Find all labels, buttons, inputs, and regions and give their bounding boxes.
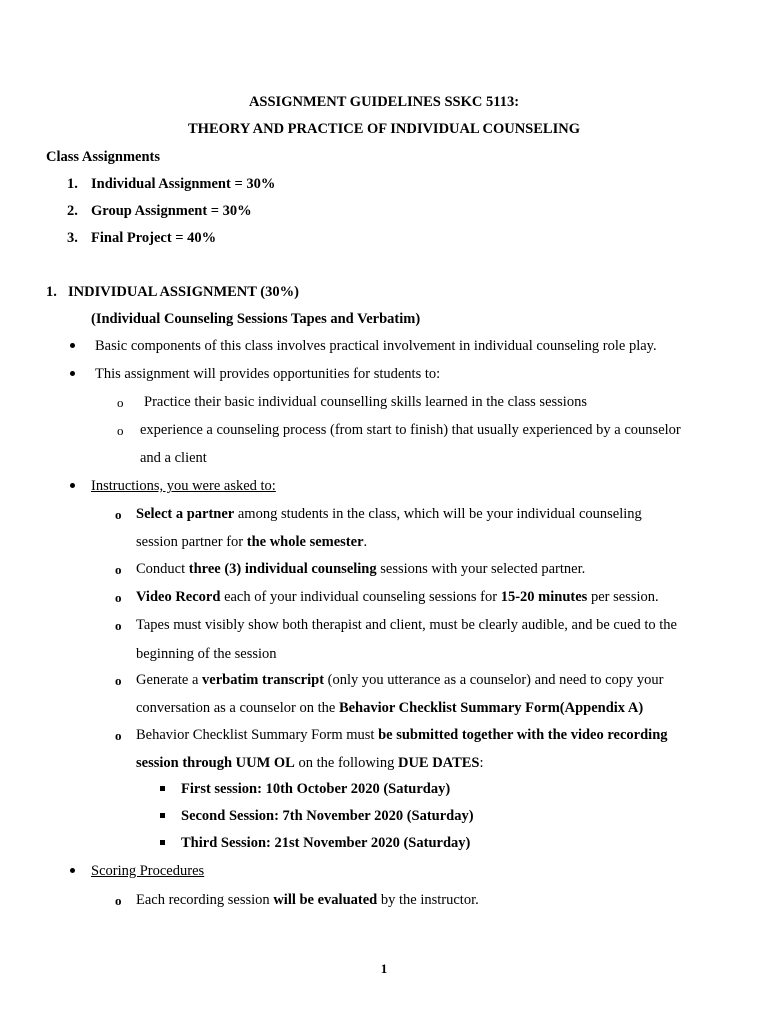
bullet-dot-icon bbox=[70, 868, 75, 873]
section-1-subheading: (Individual Counseling Sessions Tapes and Verbatim) bbox=[91, 311, 421, 327]
instruction-tapes-cont: beginning of the session bbox=[136, 646, 277, 662]
section-1-num: 1. bbox=[46, 284, 57, 300]
instruction-video-record: Video Record each of your individual counseling sessions for 15-20 minutes per session. bbox=[136, 589, 659, 605]
bullet-circle-icon: o bbox=[115, 618, 122, 633]
bullet-dot-icon bbox=[70, 371, 75, 376]
due-date-2: Second Session: 7th November 2020 (Saturday) bbox=[181, 808, 474, 824]
scoring-procedures-label: Scoring Procedures bbox=[91, 863, 205, 879]
assignment-item-1-num: 1. bbox=[67, 176, 78, 192]
bullet-circle-icon: o bbox=[115, 893, 122, 908]
scoring-evaluated: Each recording session will be evaluated by the instructor. bbox=[136, 892, 479, 908]
title-line-2: THEORY AND PRACTICE OF INDIVIDUAL COUNSELING bbox=[188, 121, 580, 137]
instruction-verbatim-cont: conversation as a counselor on the Behavior Checklist Summary Form(Appendix A) bbox=[136, 700, 644, 716]
opportunity-practice: Practice their basic individual counselling skills learned in the class sessions bbox=[144, 394, 587, 410]
instruction-select-partner: Select a partner among students in the class, which will be your individual counseling bbox=[136, 506, 642, 522]
assignment-item-2: Group Assignment = 30% bbox=[91, 203, 252, 219]
bullet-circle-icon: o bbox=[117, 423, 124, 438]
due-date-1: First session: 10th October 2020 (Saturday) bbox=[181, 781, 451, 797]
instructions-label: Instructions, you were asked to: bbox=[91, 478, 276, 494]
assignment-item-3: Final Project = 40% bbox=[91, 230, 217, 246]
instruction-select-partner-cont: session partner for the whole semester. bbox=[136, 534, 368, 550]
bullet-dot-icon bbox=[70, 343, 75, 348]
bullet-circle-icon: o bbox=[117, 395, 124, 410]
due-date-3: Third Session: 21st November 2020 (Saturday) bbox=[181, 835, 471, 851]
bullet-square-icon bbox=[160, 840, 165, 845]
bullet-circle-icon: o bbox=[115, 507, 122, 522]
opportunity-experience-cont: and a client bbox=[140, 450, 207, 466]
assignment-item-3-num: 3. bbox=[67, 230, 78, 246]
instruction-submission-cont: session through UUM OL on the following DUE DATES: bbox=[136, 755, 484, 771]
assignment-item-2-num: 2. bbox=[67, 203, 78, 219]
page-number: 1 bbox=[380, 961, 388, 976]
bullet-circle-icon: o bbox=[115, 673, 122, 688]
title-line-1: ASSIGNMENT GUIDELINES SSKC 5113: bbox=[248, 94, 520, 110]
bullet-circle-icon: o bbox=[115, 728, 122, 743]
instruction-submission: Behavior Checklist Summary Form must be submitted together with the video recording bbox=[136, 727, 668, 743]
instruction-conduct: Conduct three (3) individual counseling sessions with your selected partner. bbox=[136, 561, 586, 577]
opportunity-experience: experience a counseling process (from start to finish) that usually experienced by a counselor bbox=[140, 422, 681, 438]
bullet-dot-icon bbox=[70, 483, 75, 488]
bullet-opportunities: This assignment will provides opportunities for students to: bbox=[95, 366, 441, 382]
bullet-circle-icon: o bbox=[115, 590, 122, 605]
class-assignments-heading: Class Assignments bbox=[46, 149, 161, 165]
bullet-circle-icon: o bbox=[115, 562, 122, 577]
assignment-item-1: Individual Assignment = 30% bbox=[91, 176, 276, 192]
section-1-heading: INDIVIDUAL ASSIGNMENT (30%) bbox=[68, 284, 299, 300]
bullet-square-icon bbox=[160, 813, 165, 818]
instruction-verbatim: Generate a verbatim transcript (only you utterance as a counselor) and need to copy your bbox=[136, 672, 664, 688]
bullet-square-icon bbox=[160, 786, 165, 791]
instruction-tapes: Tapes must visibly show both therapist and client, must be clearly audible, and be cued to the bbox=[136, 617, 677, 633]
bullet-basic-components: Basic components of this class involves practical involvement in individual counseling role play. bbox=[95, 338, 657, 354]
